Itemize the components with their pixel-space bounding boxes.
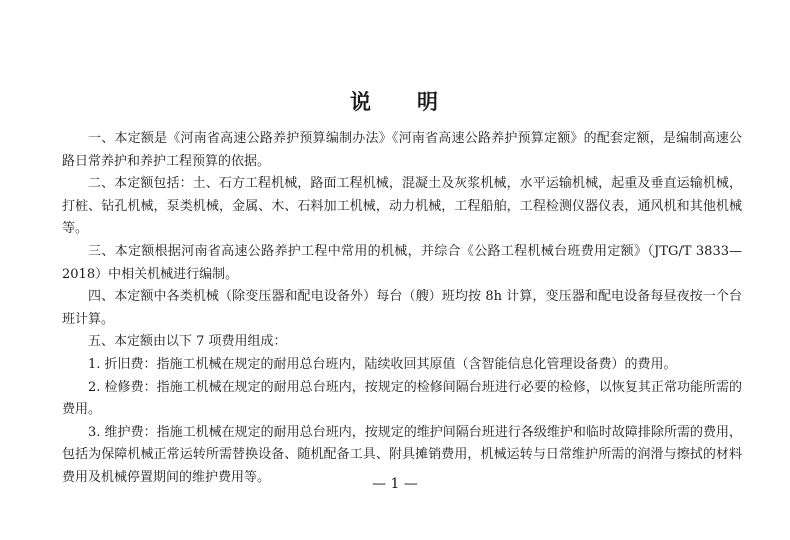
paragraph-5: 五、本定额由以下 7 项费用组成： bbox=[88, 334, 287, 350]
list-item-depreciation: 1. 折旧费：指施工机械在规定的耐用总台班内，陆续收回其原值（含智能信息化管理设备费）的费用。 bbox=[88, 356, 677, 372]
list-item-overhaul: 2. 检修费：指施工机械在规定的耐用总台班内，按规定的检修间隔台班进行必要的检修，以恢复其正常功能所需的费用。 bbox=[62, 379, 742, 418]
list-item-maintenance: 3. 维护费：指施工机械在规定的耐用总台班内，按规定的维护间隔台班进行各级维护和临时故障排除所需的费用，包括为保障机械正常运转所需替换设备、随机配备工具、附具摊销费用，机械运转与日常维护所需的润滑与擦拭的材料费用及机械停置期间的维护费用等。 bbox=[62, 424, 742, 485]
page-title bbox=[0, 86, 790, 116]
paragraph-2: 二、本定额包括：土、石方工程机械，路面工程机械，混凝土及灰浆机械，水平运输机械，起重及垂直运输机械，打桩、钻孔机械，泵类机械，金属、木、石料加工机械，动力机械，工程船舶，工程检测仪器仪表，通风机和其他机械等。 bbox=[62, 176, 742, 237]
document-body bbox=[62, 128, 742, 490]
title-char-1: 说 bbox=[350, 90, 373, 114]
title-char-2: 明 bbox=[417, 90, 440, 114]
paragraph-3: 三、本定额根据河南省高速公路养护工程中常用的机械，并综合《公路工程机械台班费用定额》（JTG/T 3833—2018）中相关机械进行编制。 bbox=[62, 243, 742, 282]
paragraph-1: 一、本定额是《河南省高速公路养护预算编制办法》《河南省高速公路养护预算定额》的配套定额，是编制高速公路日常养护和养护工程预算的依据。 bbox=[62, 131, 742, 169]
page-number: — 1 — bbox=[372, 476, 418, 492]
paragraph-4: 四、本定额中各类机械（除变压器和配电设备外）每台（艘）班均按 8h 计算，变压器和配电设备每昼夜按一个台班计算。 bbox=[62, 289, 742, 327]
